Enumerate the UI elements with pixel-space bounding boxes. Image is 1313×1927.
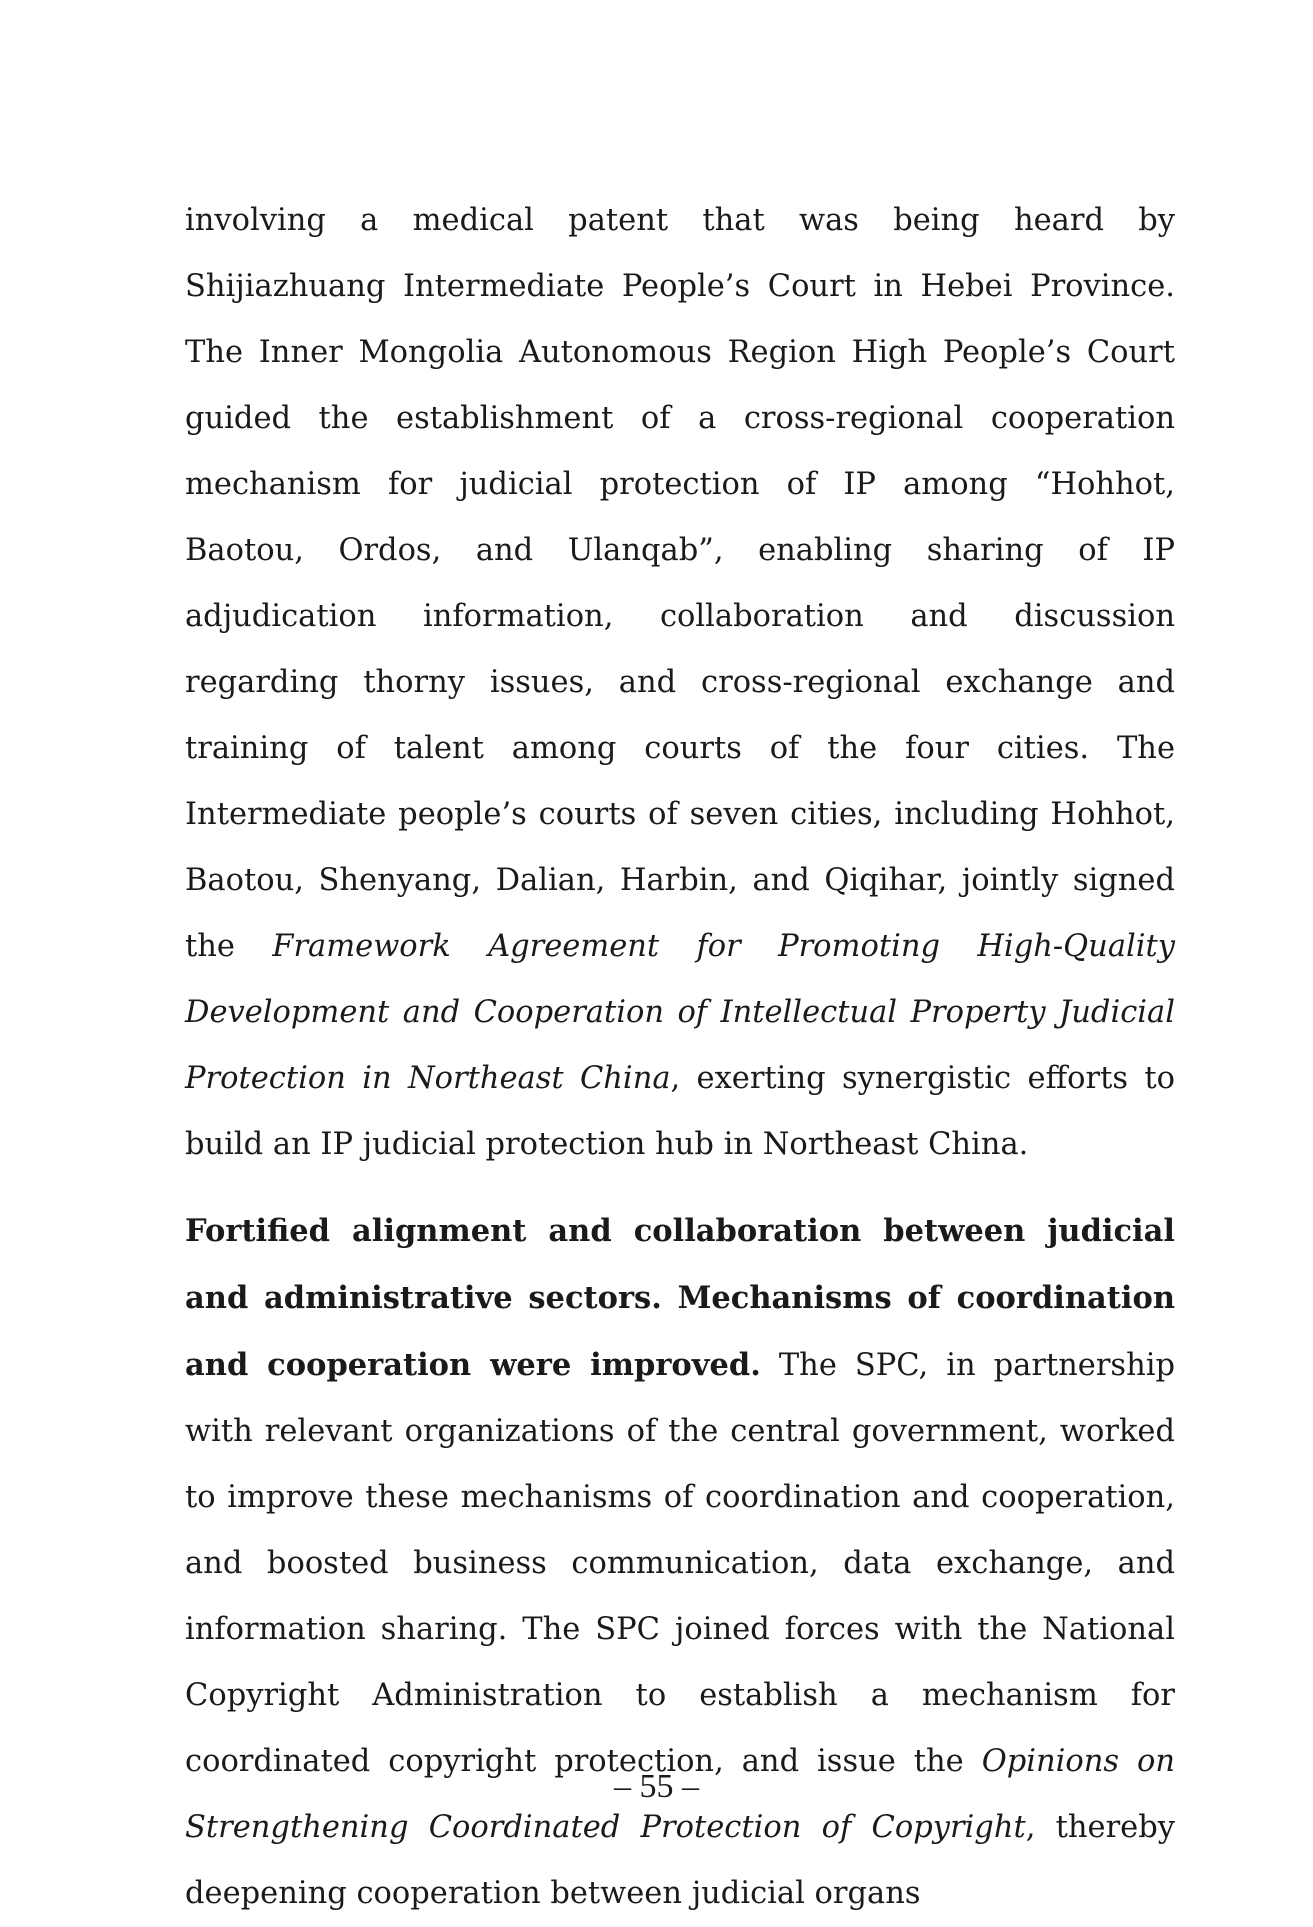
- section-heading: Fortified alignment and collaboration between judicial and administrative sectors. Mechanisms of coordination and cooperation were improved.: [185, 1213, 1175, 1383]
- paragraph-1-text-end: , exerting synergistic efforts to build an IP judicial protection hub in Northeast China.: [185, 1061, 1175, 1162]
- paragraph-1: [185, 188, 1175, 1178]
- paragraph-2: [185, 1198, 1175, 1927]
- paragraph-1-text-start: involving a medical patent that was being heard by Shijiazhuang Intermediate People’s Court in Hebei Province. The Inner Mongolia Autonomous Region High People’s Court guided the establishment of a cross-regional cooperation mechanism for judicial protection of IP among “Hohhot, Baotou, Ordos, and Ulanqab”, enabling sharing of IP adjudication information, collaboration and discussion regarding thorny issues, and cross-regional exchange and training of talent among courts of the four cities. The Intermediate people’s courts of seven cities, including Hohhot, Baotou, Shenyang, Dalian, Harbin, and Qiqihar, jointly signed the: [185, 203, 1175, 964]
- opinions-title: Opinions on Strengthening Coordinated Protection of Copyright: [185, 1744, 1175, 1845]
- paragraph-2-text-end: , thereby deepening cooperation between judicial organs: [185, 1810, 1175, 1911]
- page-content: [185, 188, 1175, 1927]
- framework-agreement-title: Framework Agreement for Promoting High-Quality Development and Cooperation of Intellectual Property Judicial Protection in Northeast China: [185, 929, 1175, 1096]
- paragraph-2-text-start: The SPC, in partnership with relevant organizations of the central government, worked to improve these mechanisms of coordination and cooperation, and boosted business communication, data exchange, and information sharing. The SPC joined forces with the National Copyright Administration to establish a mechanism for coordinated copyright protection, and issue the: [185, 1348, 1176, 1779]
- page-number: – 55 –: [614, 1768, 699, 1805]
